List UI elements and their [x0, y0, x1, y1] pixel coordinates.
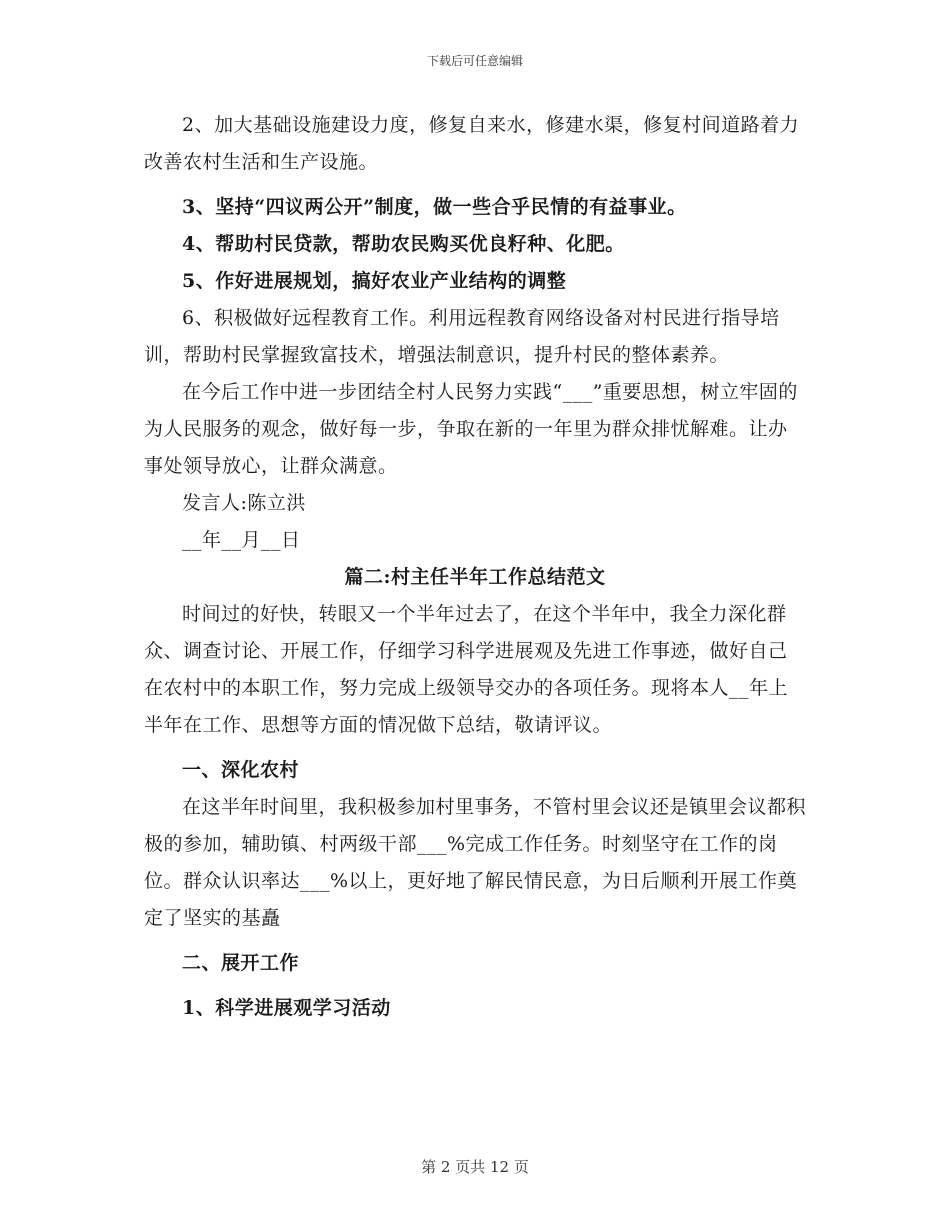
- paragraph-remote-education: 6、积极做好远程教育工作。利用远程教育网络设备对村民进行指导培训，帮助村民掌握致富技术，增强法制意识，提升村民的整体素养。: [144, 307, 780, 366]
- heading-carry-out-work: 二、展开工作: [182, 952, 300, 974]
- heading-scientific-outlook: 1、科学进展观学习活动: [182, 997, 391, 1019]
- paragraph-planning: 5、作好进展规划，搞好农业产业结构的调整: [182, 270, 567, 292]
- page-header: 下载后可任意编辑: [426, 54, 523, 68]
- section-title: 篇二:村主任半年工作总结范文: [344, 566, 606, 588]
- date-line: __年__月__日: [182, 529, 301, 551]
- paragraph-village-affairs: 在这半年时间里，我积极参加村里事务，不管村里会议还是镇里会议都积极的参加，辅助镇、村两级干部___%完成工作任务。时刻坚守在工作的岗位。群众认识率达___%以上，更好地了解民情民意，为日后顺利开展工作奠定了坚实的基矗: [144, 796, 807, 929]
- heading-deepen-rural: 一、深化农村: [182, 759, 300, 781]
- paragraph-four-discussions: 3、坚持“四议两公开”制度，做一些合乎民情的有益事业。: [182, 196, 687, 218]
- paragraph-infrastructure: 2、加大基础设施建设力度，修复自来水，修建水渠，修复村间道路着力改善农村生活和生产设施。: [144, 114, 800, 173]
- paragraph-loans: 4、帮助村民贷款，帮助农民购买优良籽种、化肥。: [182, 233, 625, 255]
- speaker-line: 发言人:陈立洪: [182, 492, 306, 514]
- page-footer: 第 2 页共 12 页: [421, 1158, 529, 1176]
- document-body: [144, 107, 806, 1027]
- paragraph-intro: 时间过的好快，转眼又一个半年过去了，在这个半年中，我全力深化群众、调查讨论、开展工作，仔细学习科学进展观及先进工作事迹，做好自己在农村中的本职工作，努力完成上级领导交办的各项任务。现将本人__年上半年在工作、思想等方面的情况做下总结，敬请评议。: [144, 603, 789, 736]
- paragraph-future-work: 在今后工作中进一步团结全村人民努力实践“___”重要思想，树立牢固的为人民服务的观念，做好每一步，争取在新的一年里为群众排忧解难。让办事处领导放心，让群众满意。: [144, 381, 798, 477]
